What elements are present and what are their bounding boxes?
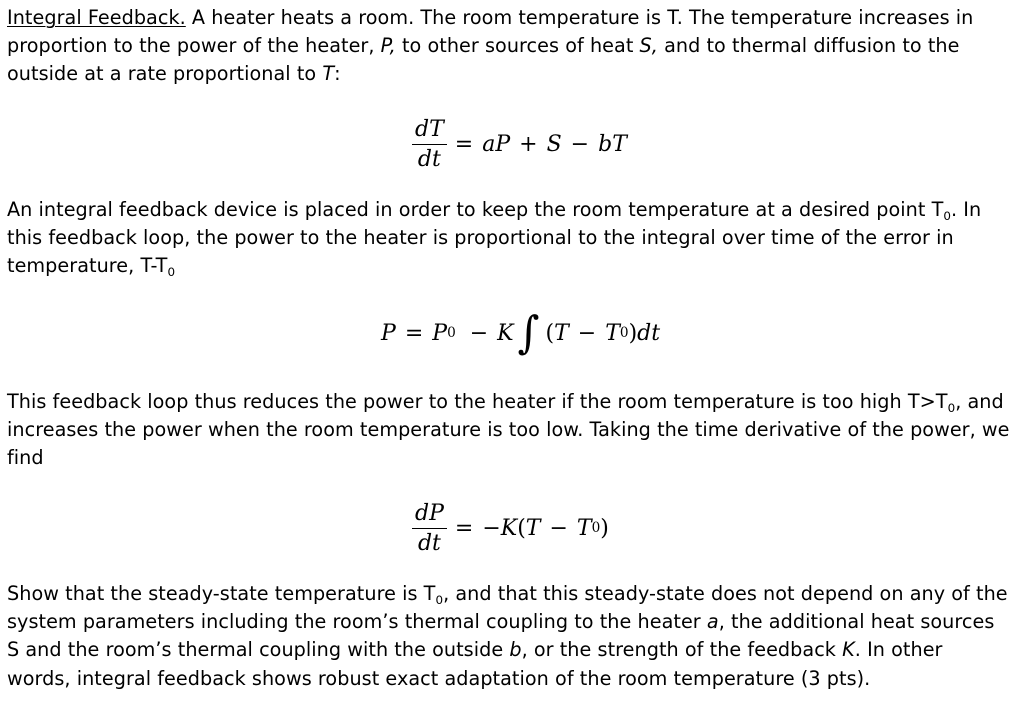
explanation-text-2: , and increases the power when the room temperature is too low. Taking the time derivative of the power, we find: [7, 390, 1010, 470]
coefficient-a: a: [482, 131, 496, 157]
fraction-denominator: dt: [417, 146, 441, 172]
symbol-s: S: [546, 131, 562, 157]
var-k: K: [842, 638, 855, 662]
equals-sign: =: [454, 515, 474, 541]
symbol-t: T: [612, 131, 627, 157]
subscript-zero: 0: [435, 592, 444, 607]
feedback-explanation-paragraph: [7, 388, 1012, 473]
symbol-k: K: [500, 515, 518, 541]
equation-power-rate: $\frac{dP}{dt}$ = − K ( T − T 0 ): [412, 496, 609, 560]
derivative-fraction: [412, 117, 447, 172]
task-text-5: . In other words, integral feedback shows robust exact adaptation of the room temperature (3 pts).: [7, 638, 943, 690]
feedback-text-1: An integral feedback device is placed in order to keep the room temperature at a desired point T: [7, 198, 944, 221]
task-text-1: Show that the steady-state temperature is T: [7, 582, 436, 605]
equation-temperature-rate: [412, 112, 627, 176]
task-text-2: , and that this steady-state does not depend on any of the system parameters including the room’s thermal coupling to the heater: [7, 582, 1008, 634]
minus-sign: −: [577, 320, 597, 346]
problem-intro-paragraph: [7, 4, 1012, 89]
subscript-zero: 0: [167, 265, 176, 280]
minus-sign: −: [482, 515, 501, 541]
symbol-p: P: [381, 320, 396, 346]
var-power: P,: [380, 34, 396, 58]
subscript-zero: 0: [943, 208, 951, 223]
var-temperature: T: [322, 62, 335, 86]
equals-sign: =: [404, 320, 424, 346]
minus-sign: −: [549, 515, 568, 541]
close-paren: ): [600, 515, 609, 541]
equation-power-integral: P = P 0 − K ∫ ( T − T 0 ) dt: [381, 306, 661, 359]
equals-sign: =: [454, 131, 474, 157]
fraction-numerator: dP: [412, 501, 447, 529]
intro-text-2: to other sources of heat: [395, 34, 640, 58]
integral-sign: ∫: [517, 306, 540, 359]
derivative-fraction: [412, 501, 447, 556]
problem-heading: Integral Feedback.: [7, 6, 186, 29]
feedback-device-paragraph: [7, 196, 1012, 281]
intro-text-4: :: [334, 62, 341, 86]
feedback-text-2: . In this feedback loop, the power to the heater is proportional to the integral over time of the error in temperature, T-T: [7, 198, 982, 278]
task-paragraph: [7, 580, 1012, 693]
coefficient-b: b: [598, 131, 613, 157]
symbol-k: K: [497, 320, 514, 346]
differential-dt: dt: [637, 320, 661, 346]
symbol-p: P: [495, 131, 511, 157]
var-heat-sources: S,: [639, 34, 658, 58]
task-text-3: , the additional heat sources S and the room’s thermal coupling with the outside: [7, 610, 995, 662]
intro-text-1: A heater heats a room. The room temperature is T. The temperature increases in proportion to the power of the heater,: [7, 6, 974, 58]
fraction-denominator: dt: [417, 530, 441, 556]
var-a: a: [706, 610, 719, 634]
open-paren: (: [517, 515, 526, 541]
task-text-4: , or the strength of the feedback: [521, 638, 843, 662]
explanation-text-1: This feedback loop thus reduces the power to the heater if the room temperature is too high T>T: [7, 390, 948, 413]
minus-sign: −: [570, 131, 590, 157]
symbol-t: T: [554, 320, 569, 346]
symbol-t0: T: [576, 515, 592, 541]
intro-text-3: and to thermal diffusion to the outside at a rate proportional to: [7, 34, 960, 86]
symbol-p0: P: [432, 320, 448, 346]
var-b: b: [509, 638, 522, 662]
symbol-t0: T: [605, 320, 620, 346]
fraction-numerator: dT: [412, 117, 447, 145]
close-paren: ): [628, 320, 638, 346]
symbol-t: T: [525, 515, 541, 541]
open-paren: (: [545, 320, 555, 346]
minus-sign: −: [469, 320, 489, 346]
subscript-zero: 0: [947, 400, 956, 415]
plus-sign: +: [519, 131, 538, 157]
